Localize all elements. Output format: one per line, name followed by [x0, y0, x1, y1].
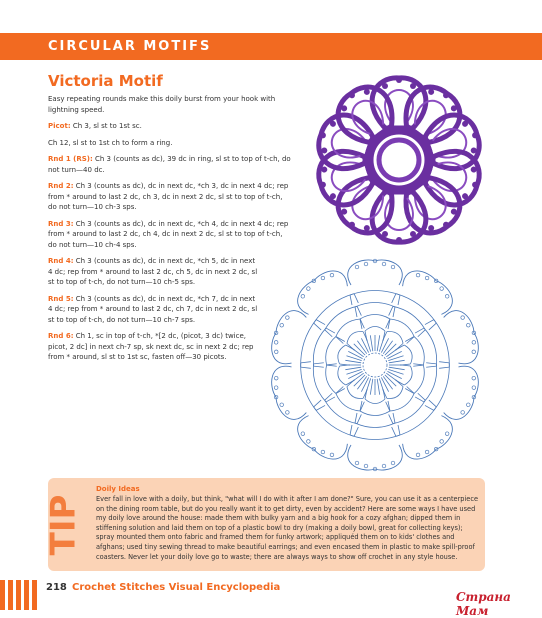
round-label: Rnd 4: [48, 257, 74, 265]
round-text: Ch 3 (counts as dc), dc in next dc, *ch 4, dc in next 4 dc; rep from * around to last 2 dc, ch 4, dc in next 2 dc, sl st to top of t-ch, do not turn—10 ch-4 sps. [48, 219, 289, 249]
doily-photo [312, 76, 486, 244]
round-label: Rnd 2: [48, 182, 74, 190]
round-label: Rnd 5: [48, 294, 74, 303]
round-3 [48, 219, 293, 251]
instructions-column [48, 94, 293, 369]
picot-text: Ch 3, sl st to 1st sc. [70, 122, 142, 130]
round-text: Ch 3 (counts as dc), 39 dc in ring, sl st to top of t-ch, do not turn—40 dc. [48, 155, 291, 174]
round-1 [48, 154, 293, 175]
page-number: 218 [46, 582, 67, 593]
round-6 [48, 331, 260, 363]
round-label: Rnd 1 (RS): [48, 155, 93, 163]
round-text: Ch 3 (counts as dc), dc in next dc, *ch 3, dc in next 4 dc; rep from * around to last 2 dc, ch 3, dc in next 2 dc, sl st to top of t-ch, do not turn—10 ch-3 sps. [48, 182, 289, 211]
tip-body: Ever fall in love with a doily, but think, "what will I do with it after I am done?" Sure, you can use it as a centerpiece on the dining room table, but do you really want it to get dirty, even by accident? Here are some ways I have used my doily love around the house: made them with bulky yarn and a big hook for a cozy afghan; dipped them in stiffening solution and laid them on top of a plastic bowl to dry (making a doily bowl, great for collecting keys); spray mounted them onto fabric and framed them for funky artwork; appliquéd them on to kids' clothes and afghans; used tiny sewing thread to make beautiful earrings; and even encased them in plastic to make spill-proof coasters. Never let your doily love go to waste; there are always ways to show off crochet in any style house. [96, 495, 479, 561]
watermark: Страна Мам [456, 590, 511, 618]
round-5 [48, 294, 260, 326]
round-text: Ch 3 (counts as dc), dc in next dc, *ch 5, dc in next 4 dc; rep from * around to last 2 dc, ch 5, dc in next 2 dc, sl st to top of t-ch, do not turn—10 ch-5 sps. [48, 257, 258, 286]
round-text: Ch 1, sc in top of t-ch, *[2 dc, (picot, 3 dc) twice, picot, 2 dc] in next ch-7 sp, sk next dc, sc in next 2 dc; rep from * around, sl st to 1st sc, fasten off—30 picots. [48, 332, 254, 361]
picot-label: Picot: [48, 122, 71, 130]
crochet-diagram [262, 256, 488, 474]
picot-instruction [48, 121, 293, 132]
round-2 [48, 181, 293, 213]
ring-instruction: Ch 12, sl st to 1st ch to form a ring. [48, 138, 173, 147]
round-4 [48, 256, 260, 288]
round-label: Rnd 3: [48, 219, 74, 228]
section-title: CIRCULAR MOTIFS [48, 39, 212, 54]
tip-word: TIP [43, 494, 84, 556]
tip-word-graphic [43, 482, 84, 568]
doily-photo-shape [312, 77, 486, 243]
crochet-diagram-shape [266, 259, 484, 471]
tip-heading: Doily Ideas [96, 485, 140, 493]
motif-intro: Easy repeating rounds make this doily burst from your hook with lightning speed. [48, 95, 276, 114]
round-label: Rnd 6: [48, 332, 74, 340]
section-header-bar [0, 33, 542, 60]
round-text: Ch 3 (counts as dc), dc in next dc, *ch 7, dc in next 4 dc; rep from * around to last 2 dc, ch 7, dc in next 2 dc, sl st to top of t-ch, do not turn—10 ch-7 sps. [48, 294, 258, 324]
motif-title: Victoria Motif [48, 72, 163, 90]
book-title: Crochet Stitches Visual Encyclopedia [72, 582, 281, 593]
footer-stripes-decoration [0, 580, 40, 610]
